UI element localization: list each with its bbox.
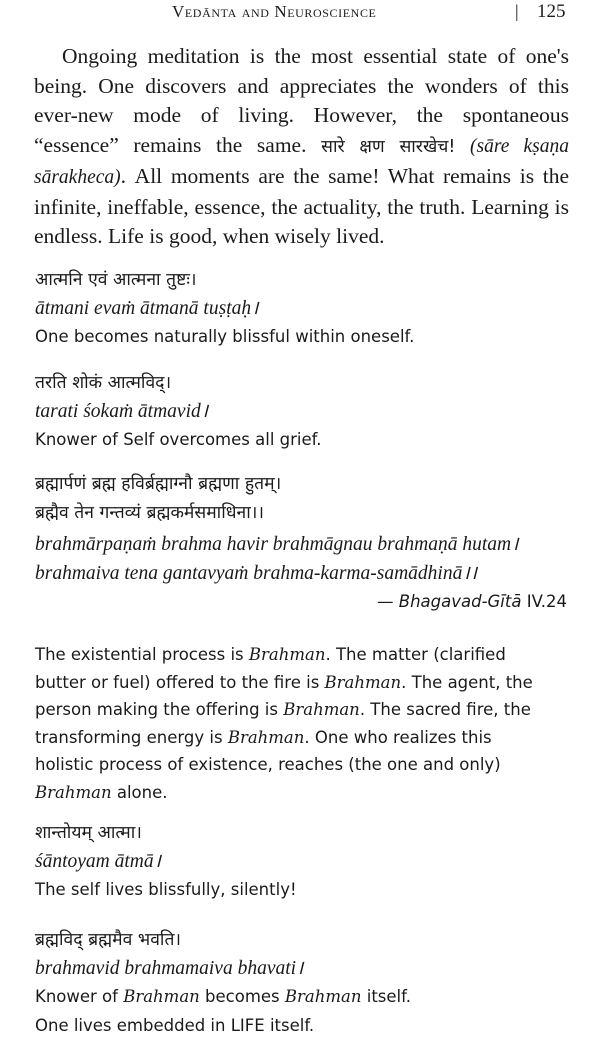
explanation-text: The existential process is xyxy=(35,645,249,664)
running-head: Vedānta and Neuroscience xyxy=(172,2,377,22)
explanation-line-2 xyxy=(35,669,567,697)
verse-3 xyxy=(35,470,575,617)
explanation-line-4 xyxy=(35,724,567,752)
verse-1-devanagari: आत्मनि एवं आत्मना तुष्टः। xyxy=(35,266,575,295)
explanation-line-1 xyxy=(35,641,567,669)
explanation-text: alone. xyxy=(112,783,168,802)
paragraph-devanagari: सारे क्षण सारखेच! xyxy=(321,137,455,157)
verse-5-devanagari: ब्रह्मविद् ब्रह्ममैव भवति। xyxy=(35,926,575,955)
brahman-term: Brahman xyxy=(35,783,112,802)
brahman-term: Brahman xyxy=(285,987,362,1006)
citation-dash: — xyxy=(377,592,399,611)
explanation-text: butter or fuel) offered to the fire is xyxy=(35,673,325,692)
verse-2-devanagari: तरति शोकं आत्मविद्। xyxy=(35,369,575,398)
explanation-text: . The sacred fire, the xyxy=(360,700,531,719)
verse-2 xyxy=(35,369,575,455)
verse-3-citation xyxy=(35,588,567,617)
verse-5-transliteration: brahmavid brahmamaiva bhavati। xyxy=(35,955,575,984)
explanation-line-3 xyxy=(35,696,567,724)
verse-2-transliteration: tarati śokaṁ ātmavid। xyxy=(35,398,575,427)
explanation-line-5: holistic process of existence, reaches (the one and only) xyxy=(35,751,567,779)
verse-4 xyxy=(35,819,575,905)
explanation-text: . The matter (clarified xyxy=(325,645,505,664)
citation-ref: IV.24 xyxy=(521,592,567,611)
verse-3-devanagari-line-2: ब्रह्मैव तेन गन्तव्यं ब्रह्मकर्मसमाधिना।। xyxy=(35,499,575,528)
verse-5 xyxy=(35,926,575,1040)
verse-3-transliteration-line-1: brahmārpaṇaṁ brahma havir brahmāgnau brahmaṇā hutam। xyxy=(35,531,575,560)
english-text: Knower of xyxy=(35,987,123,1006)
paragraph-text-2: . All moments are the same! What remains is the infinite, ineffable, essence, the actuality, the truth. Learning is endless. Life is good, when wisely lived. xyxy=(34,164,569,248)
verse-1-english: One becomes naturally blissful within oneself. xyxy=(35,323,575,352)
explanation-text: . One who realizes this xyxy=(304,728,491,747)
english-text: becomes xyxy=(200,987,285,1006)
verse-1 xyxy=(35,266,575,352)
verse-1-transliteration: ātmani evaṁ ātmanā tuṣṭaḥ। xyxy=(35,295,575,324)
paragraph-transliteration: (sāre kṣaṇa sārakheca) xyxy=(34,136,569,189)
page-header xyxy=(0,0,600,26)
english-text: itself. xyxy=(362,987,411,1006)
verse-4-devanagari: शान्तोयम् आत्मा। xyxy=(35,819,575,848)
explanation-text: . The agent, the xyxy=(401,673,533,692)
verse-3-transliteration-line-2: brahmaiva tena gantavyaṁ brahma-karma-samādhinā।। xyxy=(35,560,575,589)
explanation-line-6 xyxy=(35,779,567,807)
brahman-term: Brahman xyxy=(283,700,360,719)
brahman-term: Brahman xyxy=(123,987,200,1006)
brahman-term: Brahman xyxy=(325,673,402,692)
verse-4-english: The self lives blissfully, silently! xyxy=(35,876,575,905)
explanation-text: transforming energy is xyxy=(35,728,228,747)
verse-2-english: Knower of Self overcomes all grief. xyxy=(35,426,575,455)
page-number: 125 xyxy=(537,1,566,23)
header-separator: | xyxy=(515,1,519,22)
verse-4-transliteration: śāntoyam ātmā। xyxy=(35,848,575,877)
verse-3-devanagari-line-1: ब्रह्मार्पणं ब्रह्म हविर्ब्रह्माग्नौ ब्रह्मणा हुतम्। xyxy=(35,470,575,499)
explanation-text: person making the offering is xyxy=(35,700,283,719)
verse-5-english xyxy=(35,983,575,1012)
body-paragraph xyxy=(34,42,569,252)
paragraph-text-1: Ongoing meditation is the most essential state of one's being. One discovers and appreciates the wonders of this ever-new mode of living. However, the spontaneous “essence” remains the same. xyxy=(34,44,569,157)
explanation-paragraph xyxy=(35,641,567,806)
citation-source: Bhagavad-Gītā xyxy=(399,592,522,611)
verse-5-english-line-2: One lives embedded in LIFE itself. xyxy=(35,1012,575,1040)
brahman-term: Brahman xyxy=(249,645,326,664)
brahman-term: Brahman xyxy=(228,728,305,747)
